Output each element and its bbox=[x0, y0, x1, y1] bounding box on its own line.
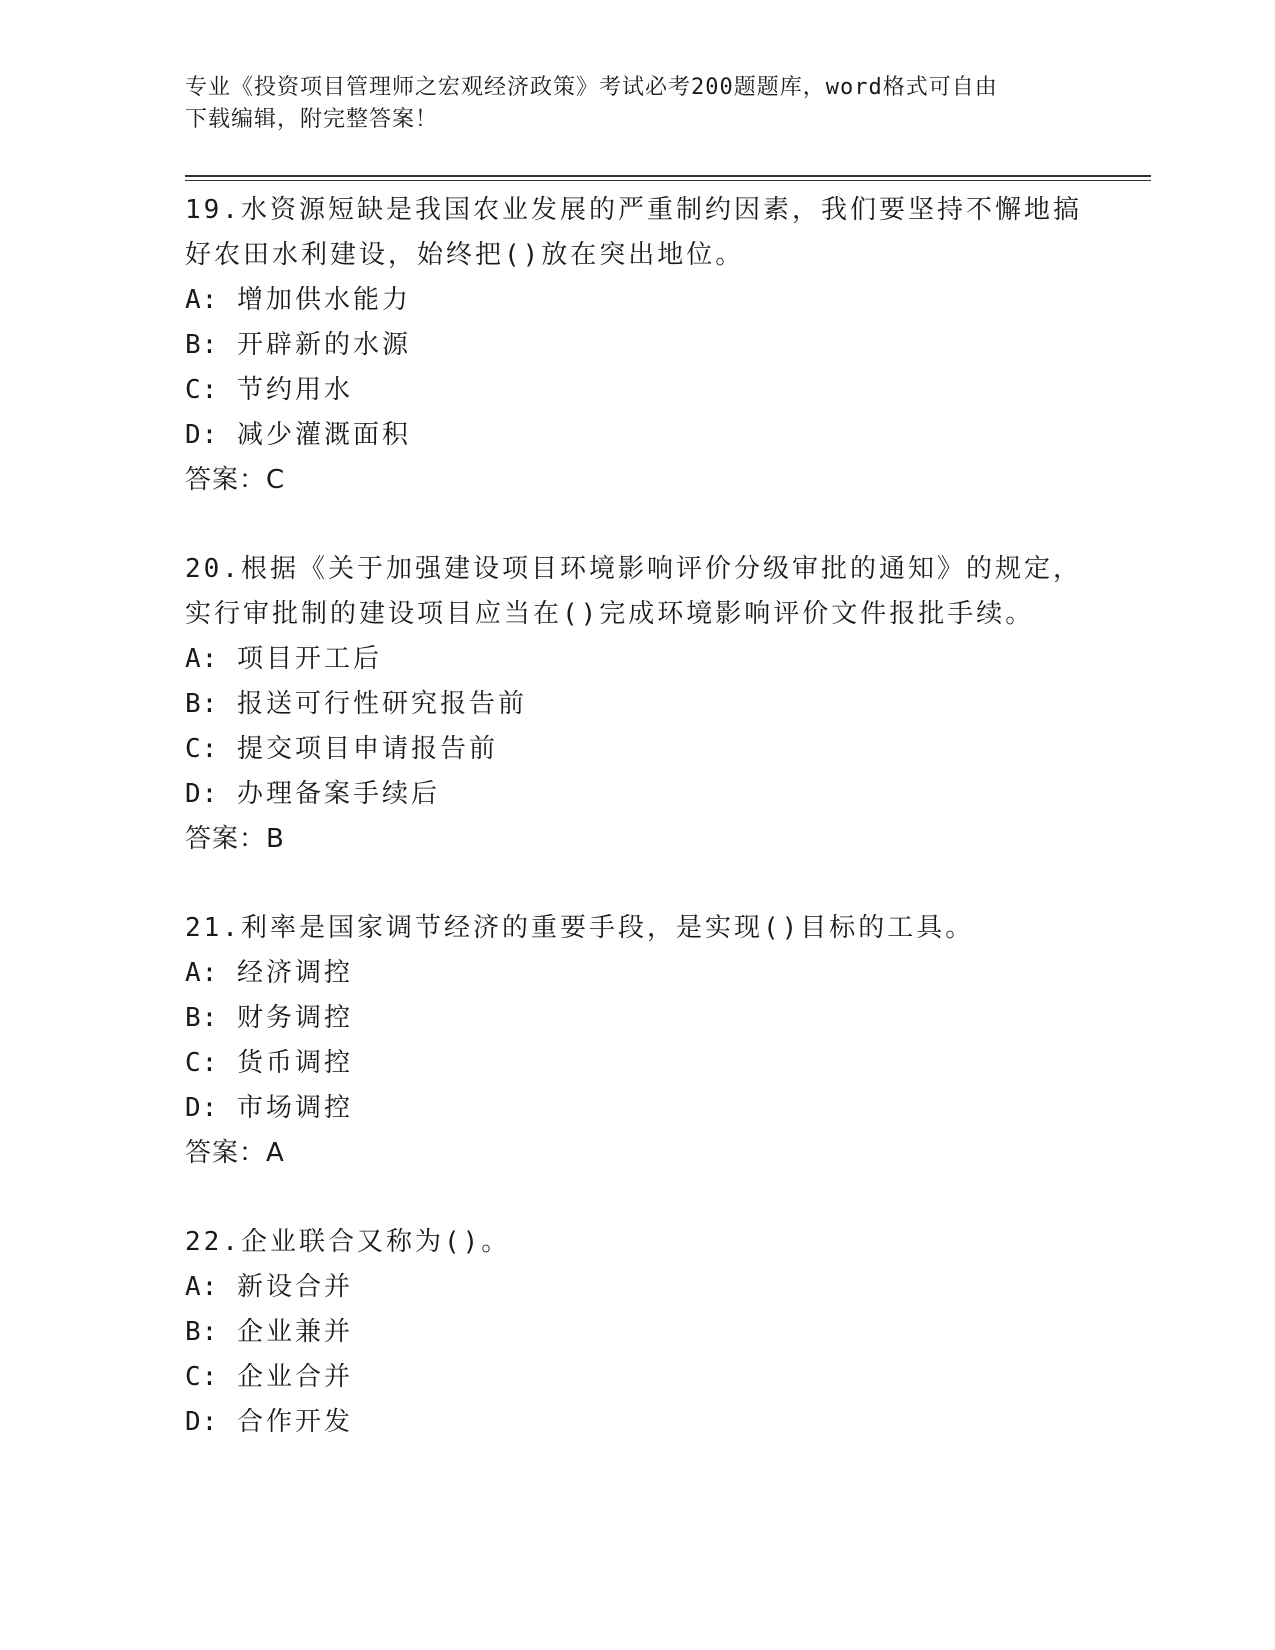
option-text: 报送可行性研究报告前 bbox=[236, 689, 527, 719]
option-key: C: bbox=[185, 375, 219, 405]
answer: 答案：B bbox=[185, 824, 285, 854]
option-c bbox=[185, 1041, 1085, 1086]
option-text: 财务调控 bbox=[236, 1003, 353, 1033]
option-d bbox=[185, 413, 1085, 458]
option-key: A: bbox=[185, 285, 219, 315]
question-20 bbox=[185, 547, 1085, 862]
option-key: C: bbox=[185, 1048, 219, 1078]
option-key: D: bbox=[185, 1407, 219, 1437]
option-key: D: bbox=[185, 779, 219, 809]
option-text: 提交项目申请报告前 bbox=[236, 734, 498, 764]
option-text: 节约用水 bbox=[236, 375, 353, 405]
question-stem-line: 19.水资源短缺是我国农业发展的严重制约因素，我们要坚持不懈地搞 bbox=[185, 195, 1082, 225]
option-a bbox=[185, 1265, 1085, 1310]
option-b bbox=[185, 1310, 1085, 1355]
question-stem-line: 22.企业联合又称为()。 bbox=[185, 1227, 511, 1257]
option-text: 减少灌溉面积 bbox=[236, 420, 411, 450]
option-b bbox=[185, 323, 1085, 368]
option-key: D: bbox=[185, 1093, 219, 1123]
option-d bbox=[185, 772, 1085, 817]
option-key: B: bbox=[185, 1317, 219, 1347]
option-text: 办理备案手续后 bbox=[236, 779, 440, 809]
header-divider-thin bbox=[185, 180, 1151, 181]
header-line-2: 下载编辑，附完整答案！ bbox=[185, 107, 439, 132]
answer: 答案：A bbox=[185, 1138, 285, 1168]
option-key: C: bbox=[185, 734, 219, 764]
option-b bbox=[185, 682, 1085, 727]
option-text: 增加供水能力 bbox=[236, 285, 411, 315]
question-stem-line: 20.根据《关于加强建设项目环境影响评价分级审批的通知》的规定， bbox=[185, 554, 1082, 584]
option-text: 合作开发 bbox=[236, 1407, 353, 1437]
option-key: A: bbox=[185, 958, 219, 988]
header-divider-thick bbox=[185, 175, 1151, 177]
option-text: 新设合并 bbox=[236, 1272, 353, 1302]
option-text: 企业兼并 bbox=[236, 1317, 353, 1347]
option-key: A: bbox=[185, 1272, 219, 1302]
question-22 bbox=[185, 1220, 1085, 1445]
question-list bbox=[185, 188, 1085, 1489]
answer: 答案：C bbox=[185, 465, 286, 495]
option-c bbox=[185, 727, 1085, 772]
option-key: B: bbox=[185, 689, 219, 719]
option-a bbox=[185, 637, 1085, 682]
document-header bbox=[185, 72, 1065, 136]
option-a bbox=[185, 278, 1085, 323]
question-stem-line: 21.利率是国家调节经济的重要手段，是实现()目标的工具。 bbox=[185, 913, 975, 943]
header-line-1: 专业《投资项目管理师之宏观经济政策》考试必考200题题库，word格式可自由 bbox=[185, 75, 998, 100]
option-text: 企业合并 bbox=[236, 1362, 353, 1392]
option-key: B: bbox=[185, 1003, 219, 1033]
option-text: 市场调控 bbox=[236, 1093, 353, 1123]
question-19 bbox=[185, 188, 1085, 503]
option-d bbox=[185, 1400, 1085, 1445]
option-text: 货币调控 bbox=[236, 1048, 353, 1078]
option-key: B: bbox=[185, 330, 219, 360]
option-c bbox=[185, 1355, 1085, 1400]
option-b bbox=[185, 996, 1085, 1041]
option-text: 开辟新的水源 bbox=[236, 330, 411, 360]
option-key: D: bbox=[185, 420, 219, 450]
question-stem-line: 好农田水利建设，始终把()放在突出地位。 bbox=[185, 240, 745, 270]
option-key: A: bbox=[185, 644, 219, 674]
option-text: 项目开工后 bbox=[236, 644, 382, 674]
option-a bbox=[185, 951, 1085, 996]
option-d bbox=[185, 1086, 1085, 1131]
question-21 bbox=[185, 906, 1085, 1176]
question-stem-line: 实行审批制的建设项目应当在()完成环境影响评价文件报批手续。 bbox=[185, 599, 1035, 629]
option-c bbox=[185, 368, 1085, 413]
option-text: 经济调控 bbox=[236, 958, 353, 988]
option-key: C: bbox=[185, 1362, 219, 1392]
